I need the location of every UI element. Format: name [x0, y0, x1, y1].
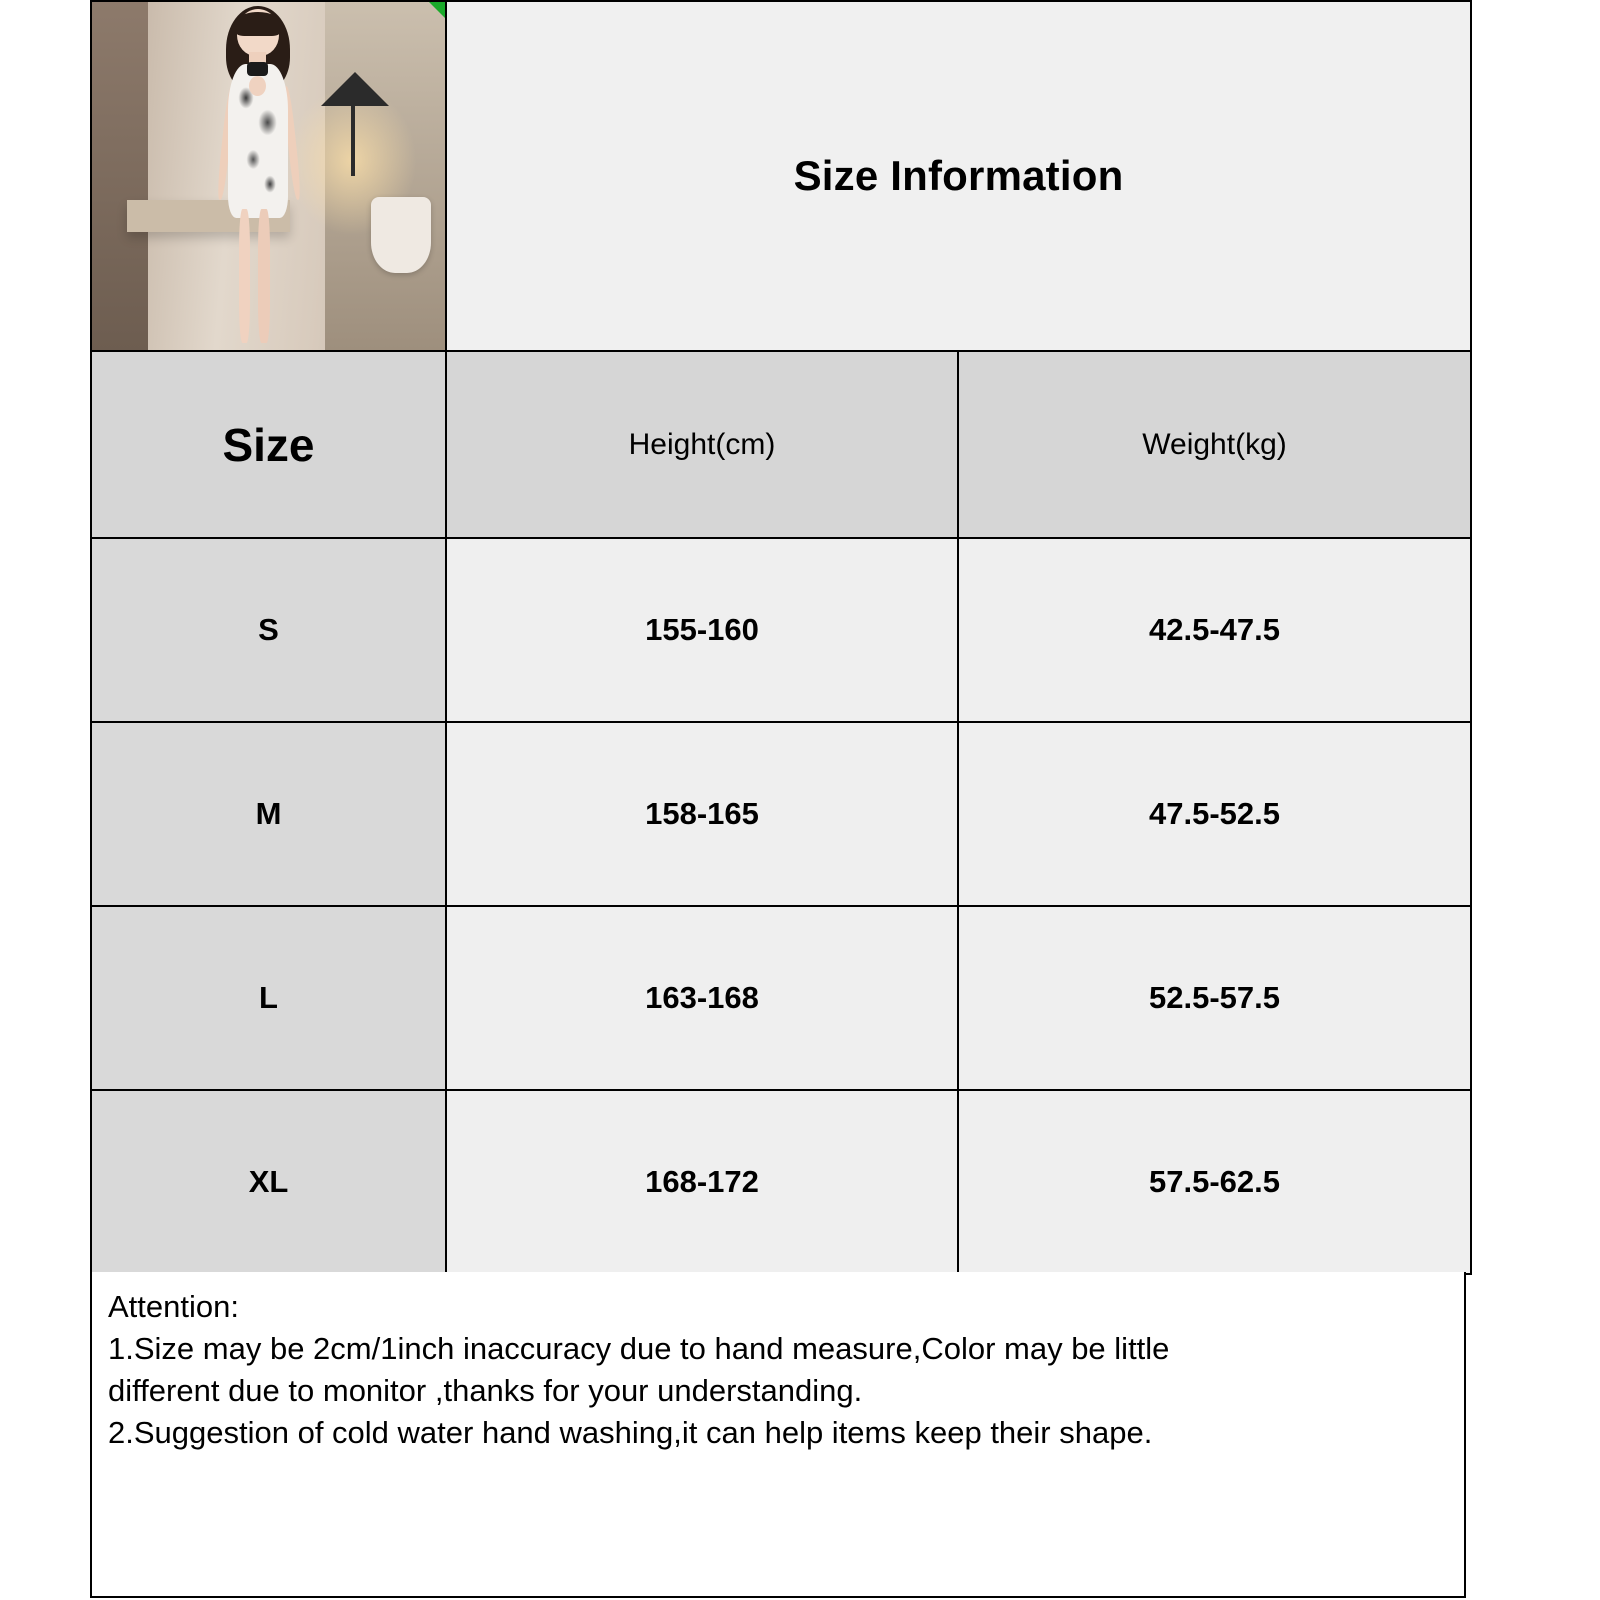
- column-header-size: Size: [91, 351, 446, 538]
- table-header-banner-row: [91, 1, 1471, 351]
- product-photo-cell: [91, 1, 446, 351]
- cell-weight-xl: 57.5-62.5: [958, 1090, 1471, 1274]
- photo-lamp-shade: [321, 72, 389, 106]
- cell-size-xl: XL: [91, 1090, 446, 1274]
- cell-height-xl: 168-172: [446, 1090, 958, 1274]
- attention-line-1: 1.Size may be 2cm/1inch inaccuracy due to hand measure,Color may be little: [108, 1331, 1170, 1367]
- cell-weight-s: 42.5-47.5: [958, 538, 1471, 722]
- table-row: [91, 1090, 1471, 1274]
- photo-lamp-stem: [351, 106, 355, 176]
- cell-height-m: 158-165: [446, 722, 958, 906]
- model-right-leg: [258, 209, 270, 343]
- photo-handbag: [371, 197, 431, 274]
- product-photo: [92, 2, 445, 350]
- model-left-leg: [239, 209, 251, 343]
- table-row: [91, 538, 1471, 722]
- attention-line-3: 2.Suggestion of cold water hand washing,it can help items keep their shape.: [108, 1415, 1153, 1451]
- page-title: Size Information: [793, 152, 1124, 199]
- title-cell: [446, 1, 1471, 351]
- attention-note: [90, 1272, 1466, 1598]
- cell-height-l: 163-168: [446, 906, 958, 1090]
- attention-line-2: different due to monitor ,thanks for your understanding.: [108, 1373, 863, 1409]
- table-row: [91, 906, 1471, 1090]
- column-header-height: Height(cm): [446, 351, 958, 538]
- cell-size-s: S: [91, 538, 446, 722]
- column-header-weight: Weight(kg): [958, 351, 1471, 538]
- cell-size-l: L: [91, 906, 446, 1090]
- cell-weight-l: 52.5-57.5: [958, 906, 1471, 1090]
- size-information-table: [90, 0, 1472, 1275]
- attention-heading: Attention:: [108, 1289, 239, 1324]
- cell-height-s: 155-160: [446, 538, 958, 722]
- photo-background-left-panel: [92, 2, 148, 350]
- table-column-header-row: [91, 351, 1471, 538]
- model-dress-collar: [247, 62, 268, 75]
- cell-weight-m: 47.5-52.5: [958, 722, 1471, 906]
- table-row: [91, 722, 1471, 906]
- model-hair-front: [235, 12, 282, 35]
- green-corner-marker-icon: [429, 2, 445, 20]
- cell-size-m: M: [91, 722, 446, 906]
- photo-model: [205, 9, 311, 343]
